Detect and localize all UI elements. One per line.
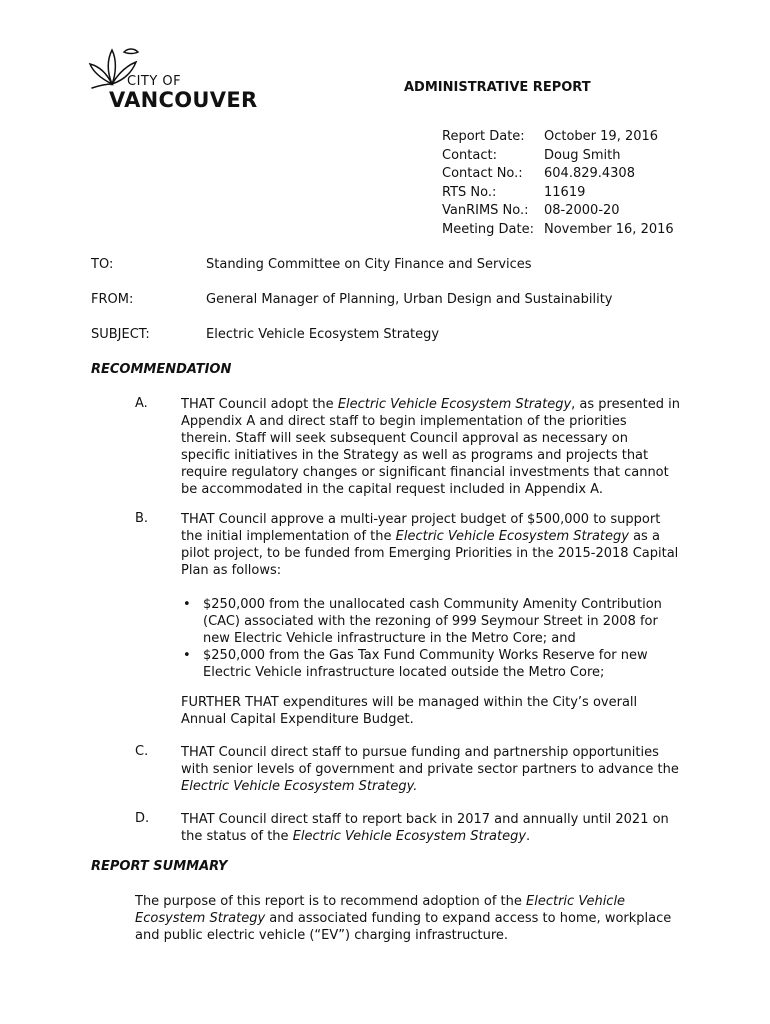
meta-value: October 19, 2016 [544,129,659,144]
meta-label: Report Date: [442,129,525,144]
text-run: as a pilot project, to be funded from Emerging Priorities in the 2015-2018 Capital Plan as follows: [181,529,679,578]
meta-label: Meeting Date: [442,221,534,237]
item-text [181,511,681,579]
item-letter: A. [135,396,148,411]
italic-text-run: Electric Vehicle Ecosystem Strategy [337,397,572,412]
logo-line-vancouver: VANCOUVER [109,88,258,112]
text-run: . [526,829,531,844]
meta-value: 11619 [544,184,586,200]
text-run: , as presented in Appendix A and direct staff to begin implementation of the priorities therein. Staff will seek subsequent Council approval as necessary on specific initiatives in the Strategy as well as programs and projects that require regulatory changes or significant financial investments that cannot be accommodated in the capital request included in Appendix A. [181,397,680,497]
report-summary-heading: REPORT SUMMARY [91,859,228,874]
meta-row [442,129,674,148]
logo-line-city: CITY OF [127,74,182,89]
to-label: TO: [91,257,114,272]
report-summary-paragraph [135,893,681,944]
document-type-title: ADMINISTRATIVE REPORT [404,80,591,95]
meta-label: Contact: [442,147,497,163]
list-item [181,647,681,681]
meta-label: VanRIMS No.: [442,203,529,218]
to-row [91,257,532,272]
meta-value: 08-2000-20 [544,203,620,218]
bullet-icon: • [183,597,191,612]
item-letter: B. [135,511,149,526]
list-item [181,596,681,647]
meta-value: 604.829.4308 [544,166,635,181]
to-value: Standing Committee on City Finance and Services [206,257,532,272]
city-of-vancouver-logo [84,44,264,120]
meta-row [442,148,674,167]
text-run: THAT Council approve a multi-year project budget of $500,000 to support the initial implementation of the [181,512,661,544]
meta-label: RTS No.: [442,184,497,200]
italic-text-run: Electric Vehicle Ecosystem Strategy [135,894,626,926]
meta-row [442,222,674,241]
bullet-text: $250,000 from the unallocated cash Community Amenity Contribution (CAC) associated with the rezoning of 999 Seymour Street in 2008 for new Electric Vehicle infrastructure in the Metro Core; and [203,597,662,646]
subject-row [91,327,439,342]
italic-text-run: Electric Vehicle Ecosystem Strategy [292,829,527,844]
text-run: and associated funding to expand access to home, workplace and public electric vehicle (“EV”) charging infrastructure. [135,911,672,943]
text-run: THAT Council direct staff to pursue funding and partnership opportunities with senior levels of government and private sector partners to advance the [181,745,679,777]
item-text [181,396,681,498]
subject-label: SUBJECT: [91,327,150,342]
from-label: FROM: [91,292,134,307]
meta-value: November 16, 2016 [544,221,674,237]
funding-bullet-list [181,596,681,681]
meta-row [442,203,674,222]
italic-text-run: Electric Vehicle Ecosystem Strategy [395,529,629,544]
text-run: THAT Council adopt the [181,397,338,412]
recommendation-heading: RECOMMENDATION [91,362,232,377]
further-that-paragraph: FURTHER THAT expenditures will be managed within the City’s overall Annual Capital Expenditure Budget. [181,695,638,727]
meta-value: Doug Smith [544,147,621,163]
item-text [181,811,681,845]
item-letter: D. [135,811,150,826]
meta-row [442,166,674,185]
from-row [91,292,613,307]
text-run: The purpose of this report is to recommend adoption of the [135,894,527,909]
report-meta [442,129,674,240]
bullet-text: $250,000 from the Gas Tax Fund Community Works Reserve for new Electric Vehicle infrastructure located outside the Metro Core; [203,648,648,680]
from-value: General Manager of Planning, Urban Design and Sustainability [206,292,613,307]
text-run: THAT Council direct staff to report back in 2017 and annually until 2021 on the status of the [181,812,669,844]
item-letter: C. [135,744,149,759]
bullet-icon: • [183,648,191,663]
meta-row [442,185,674,204]
subject-value: Electric Vehicle Ecosystem Strategy [206,327,440,342]
meta-label: Contact No.: [442,166,523,181]
item-text [181,744,681,795]
italic-text-run: Electric Vehicle Ecosystem Strategy. [181,779,418,794]
